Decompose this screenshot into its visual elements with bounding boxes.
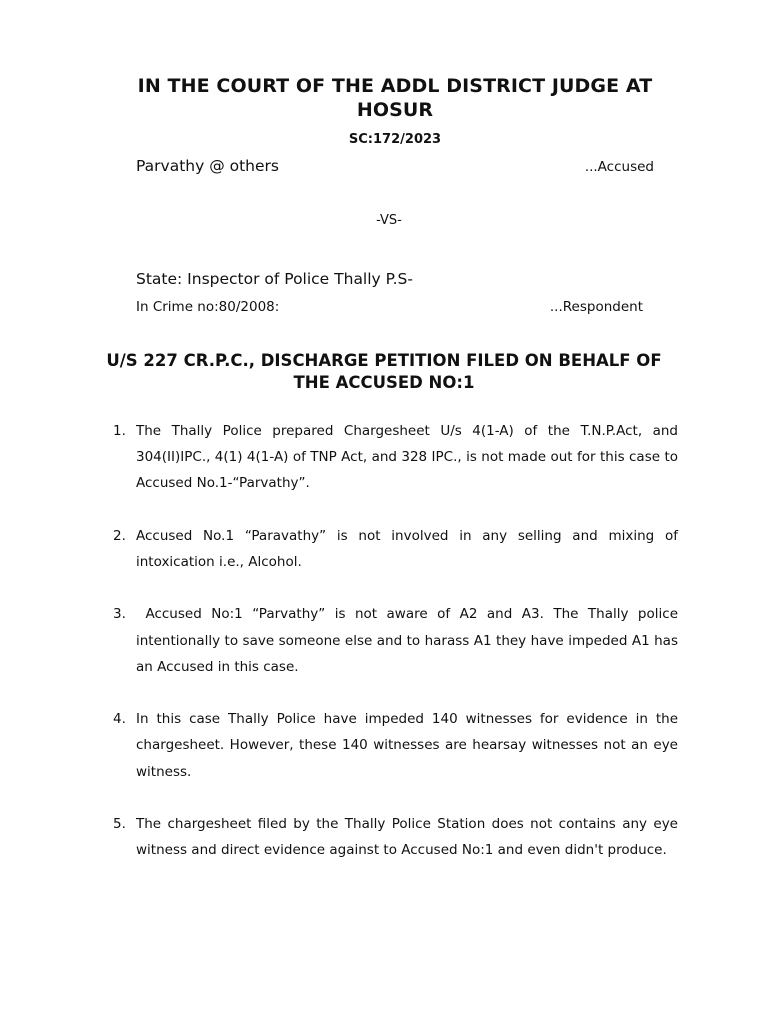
point-text: Accused No.1 “Paravathy” is not involved in any selling and mixing of intoxication i.e., Alcohol. — [136, 527, 678, 570]
point-number: 1. — [113, 423, 126, 439]
point-text: The Thally Police prepared Chargesheet U/s 4(1-A) of the T.N.P.Act, and 304(II)IPC., 4(1) 4(1-A) of TNP Act, and 328 IPC., is not made out for this case to Accused No.1-“Parvathy”. — [136, 423, 678, 492]
point-number: 3. — [113, 606, 126, 623]
petition-point-4 — [110, 706, 678, 785]
petition-point-3 — [110, 601, 683, 680]
case-number: SC:172/2023 — [348, 132, 442, 147]
petition-point-2 — [110, 523, 678, 575]
accused-role: ...Accused — [584, 159, 654, 175]
crime-number: In Crime no:80/2008: — [136, 299, 280, 315]
accused-name: Parvathy @ others — [136, 157, 279, 175]
point-text: Accused No:1 “Parvathy” is not aware of A2 and A3. The Thally police intentionally to save someone else and to harass A1 they have impeded A1 has an Accused in this case. — [136, 606, 683, 675]
respondent-name: State: Inspector of Police Thally P.S- — [136, 270, 413, 288]
versus-label: -VS- — [376, 213, 402, 228]
respondent-role: ...Respondent — [549, 299, 643, 315]
point-number: 2. — [113, 527, 126, 544]
petition-points-list — [110, 418, 683, 890]
point-text: In this case Thally Police have impeded 140 witnesses for evidence in the chargesheet. However, these 140 witnesses are hearsay witnesses not an eye witness. — [136, 711, 678, 780]
point-number: 4. — [113, 711, 126, 728]
petition-point-1 — [110, 418, 678, 497]
court-title: IN THE COURT OF THE ADDL DISTRICT JUDGE AT HOSUR — [137, 75, 653, 121]
petition-point-5 — [110, 811, 678, 863]
point-text: The chargesheet filed by the Thally Police Station does not contains any eye witness and direct evidence against to Accused No:1 and even didn't produce. — [136, 815, 678, 859]
petition-heading: U/S 227 CR.P.C., DISCHARGE PETITION FILED ON BEHALF OF THE ACCUSED NO:1 — [106, 351, 662, 392]
point-number: 5. — [113, 815, 126, 832]
